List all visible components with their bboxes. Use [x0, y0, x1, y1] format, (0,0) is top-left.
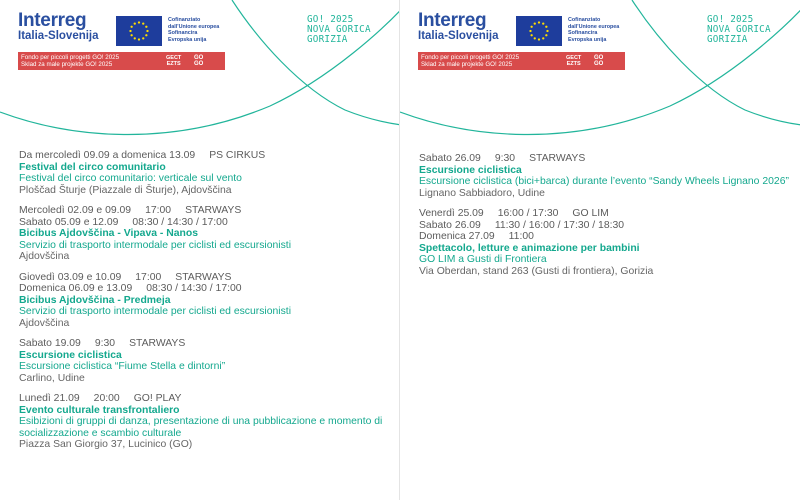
event-date: Giovedì 03.09 e 10.09: [19, 271, 122, 283]
eu-line: Sofinancira: [568, 30, 598, 37]
event-location: Via Oberdan, stand 263 (Gusti di frontiera), Gorizia: [419, 265, 654, 277]
go2025-line: GO! 2025: [307, 14, 354, 25]
event-description: GO LIM a Gusti di Frontiera: [419, 254, 547, 265]
logo-programme: Italia-Slovenija: [18, 30, 99, 42]
eu-line: Sofinancira: [168, 30, 198, 37]
schedule-line: [419, 231, 791, 243]
eu-star-icon: [542, 37, 544, 39]
event-time: 9:30: [94, 338, 116, 349]
eu-line: Cofinanziato: [568, 17, 601, 23]
event-item: [19, 150, 391, 196]
go2025-line: NOVA GORICA: [307, 23, 371, 35]
eu-star-icon: [142, 37, 144, 39]
event-organizer: STARWAYS: [185, 205, 242, 216]
eu-star-icon: [534, 22, 536, 24]
go2025-line: NOVA GORICA: [707, 23, 771, 35]
fund-banner: [18, 52, 225, 70]
eu-line: Evropska unija: [568, 36, 607, 43]
event-title: Bicibus Ajdovščina - Predmeja: [19, 294, 171, 306]
eu-star-icon: [130, 34, 132, 36]
eu-star-icon: [138, 21, 140, 23]
eu-star-icon: [538, 21, 540, 23]
event-description: Servizio di trasporto intermodale per ciclisti ed escursionisti: [19, 239, 291, 251]
schedule-line: [19, 272, 391, 284]
go2025-line: GO! 2025: [707, 14, 754, 25]
event-organizer: STARWAYS: [175, 271, 232, 283]
event-title: Bicibus Ajdovščina - Vipava - Nanos: [19, 228, 198, 239]
event-time: 17:00: [145, 205, 172, 216]
logo-programme: Italia-Slovenija: [418, 30, 499, 42]
event-date: Sabato 26.09: [419, 219, 481, 231]
go2025-line: GORIZIA: [307, 33, 348, 45]
eu-star-icon: [134, 22, 136, 24]
schedule-line: [419, 208, 791, 220]
eu-star-icon: [542, 22, 544, 24]
gect-line: GECT: [166, 55, 182, 61]
event-title: Festival del circo comunitario: [19, 161, 166, 173]
event-description: Servizio di trasporto intermodale per ciclisti ed escursionisti: [19, 306, 291, 317]
event-item: [19, 393, 391, 451]
event-item: [19, 272, 391, 330]
schedule-line: [19, 338, 391, 350]
event-title: Escursione ciclistica: [19, 349, 122, 361]
eu-star-icon: [530, 26, 532, 28]
event-location: Lignano Sabbiadoro, Udine: [419, 187, 545, 199]
eu-star-icon: [130, 26, 132, 28]
event-date: Domenica 27.09: [419, 231, 495, 242]
event-list: [419, 153, 791, 286]
event-time: 08:30 / 14:30 / 17:00: [146, 283, 242, 294]
event-organizer: STARWAYS: [529, 153, 586, 164]
event-title: Escursione ciclistica: [419, 164, 522, 176]
schedule-line: [19, 205, 391, 217]
page-right: [400, 0, 800, 500]
event-description: Escursione ciclistica “Fiume Stella e dintorni”: [19, 361, 226, 372]
eu-star-icon: [546, 30, 548, 32]
gect-logo: [566, 55, 581, 67]
fund-text: [421, 54, 519, 68]
gect-line: EZTS: [566, 61, 581, 67]
event-date: Domenica 06.09 e 13.09: [19, 283, 133, 294]
eu-star-icon: [142, 22, 144, 24]
event-date: Da mercoledì 09.09 a domenica 13.09: [19, 150, 196, 161]
event-date: Mercoledì 02.09 e 09.09: [19, 205, 132, 216]
eu-line: Evropska unija: [168, 36, 207, 43]
eu-star-icon: [538, 38, 540, 40]
gect-line: GECT: [566, 55, 582, 61]
eu-line: dall'Unione europea: [168, 23, 220, 30]
eu-star-icon: [529, 30, 531, 32]
eu-star-icon: [145, 34, 147, 36]
event-title: Evento culturale transfrontaliero: [19, 404, 180, 416]
event-date: Sabato 26.09: [419, 153, 481, 164]
fund-line: Fondo per piccoli progetti GO! 2025: [421, 54, 520, 61]
event-organizer: GO! PLAY: [133, 393, 182, 404]
event-time: 16:00 / 17:30: [497, 208, 559, 219]
schedule-line: [19, 283, 391, 295]
event-date: Sabato 19.09: [19, 338, 81, 349]
eu-star-icon: [545, 34, 547, 36]
fund-text: [21, 54, 119, 68]
eu-star-icon: [145, 26, 147, 28]
event-time: 17:00: [135, 271, 162, 283]
event-item: [419, 208, 791, 277]
logo-wordmark: Interreg: [418, 10, 487, 31]
event-description: Escursione ciclistica (bici+barca) durante l’evento “Sandy Wheels Lignano 2026”: [419, 176, 789, 187]
fund-line: Fondo per piccoli progetti GO! 2025: [21, 54, 120, 61]
event-location: Ajdovščina: [19, 317, 70, 329]
event-list: [19, 150, 391, 460]
eu-star-icon: [530, 34, 532, 36]
schedule-line: [419, 153, 791, 165]
event-date: Lunedì 21.09: [19, 393, 80, 404]
event-time: 11:00: [508, 231, 534, 242]
event-organizer: GO LIM: [572, 208, 609, 219]
eu-line: dall'Unione europea: [568, 23, 620, 30]
eu-line: Cofinanziato: [168, 17, 201, 23]
event-date: Venerdì 25.09: [419, 208, 484, 219]
event-time: 20:00: [93, 393, 120, 404]
event-location: Ploščad Šturje (Piazzale di Šturje), Ajdovščina: [19, 184, 232, 196]
go-logo: [194, 55, 203, 67]
event-title: Spettacolo, letture e animazione per bambini: [419, 242, 640, 254]
schedule-line: [19, 217, 391, 229]
event-item: [19, 205, 391, 263]
eu-star-icon: [134, 37, 136, 39]
eu-flag-icon: [516, 16, 562, 46]
schedule-line: [419, 220, 791, 232]
gect-line: EZTS: [166, 61, 181, 67]
go-line: GO: [594, 61, 604, 67]
event-description: Festival del circo comunitario: verticale sul vento: [19, 173, 242, 184]
event-date: Sabato 05.09 e 12.09: [19, 216, 119, 228]
schedule-line: [19, 393, 391, 405]
event-location: Piazza San Giorgio 37, Lucinico (GO): [19, 439, 193, 450]
go-line: GO: [194, 55, 204, 61]
eu-star-icon: [138, 38, 140, 40]
interreg-logo: [418, 10, 625, 70]
go2025-line: GORIZIA: [707, 33, 748, 45]
event-time: 9:30: [494, 153, 516, 164]
go-line: GO: [194, 61, 204, 67]
go-logo: [594, 55, 603, 67]
event-organizer: STARWAYS: [129, 338, 186, 349]
fund-banner: [418, 52, 625, 70]
schedule-line: [19, 150, 391, 162]
event-item: [419, 153, 791, 199]
eu-star-icon: [534, 37, 536, 39]
eu-cofunding-text: [568, 17, 628, 43]
event-location: Ajdovščina: [19, 251, 70, 262]
eu-star-icon: [146, 30, 148, 32]
interreg-logo: [18, 10, 225, 70]
event-time: 08:30 / 14:30 / 17:00: [132, 216, 228, 228]
eu-flag-icon: [116, 16, 162, 46]
go2025-logo: [707, 15, 771, 44]
eu-star-icon: [129, 30, 131, 32]
eu-star-icon: [545, 26, 547, 28]
eu-cofunding-text: [168, 17, 228, 43]
fund-line: Sklad za male projekte GO! 2025: [421, 61, 513, 68]
go2025-logo: [307, 15, 371, 44]
go-line: GO: [594, 55, 604, 61]
logo-wordmark: Interreg: [18, 10, 87, 31]
event-location: Carlino, Udine: [19, 372, 85, 384]
event-description: Esibizioni di gruppi di danza, presentazione di una pubblicazione e momento di socializzazione e scambio culturale: [19, 416, 383, 439]
event-organizer: PS CIRKUS: [209, 150, 266, 161]
event-item: [19, 338, 391, 384]
event-time: 11:30 / 16:00 / 17:30 / 18:30: [494, 219, 625, 231]
gect-logo: [166, 55, 181, 67]
fund-line: Sklad za male projekte GO! 2025: [21, 61, 113, 68]
